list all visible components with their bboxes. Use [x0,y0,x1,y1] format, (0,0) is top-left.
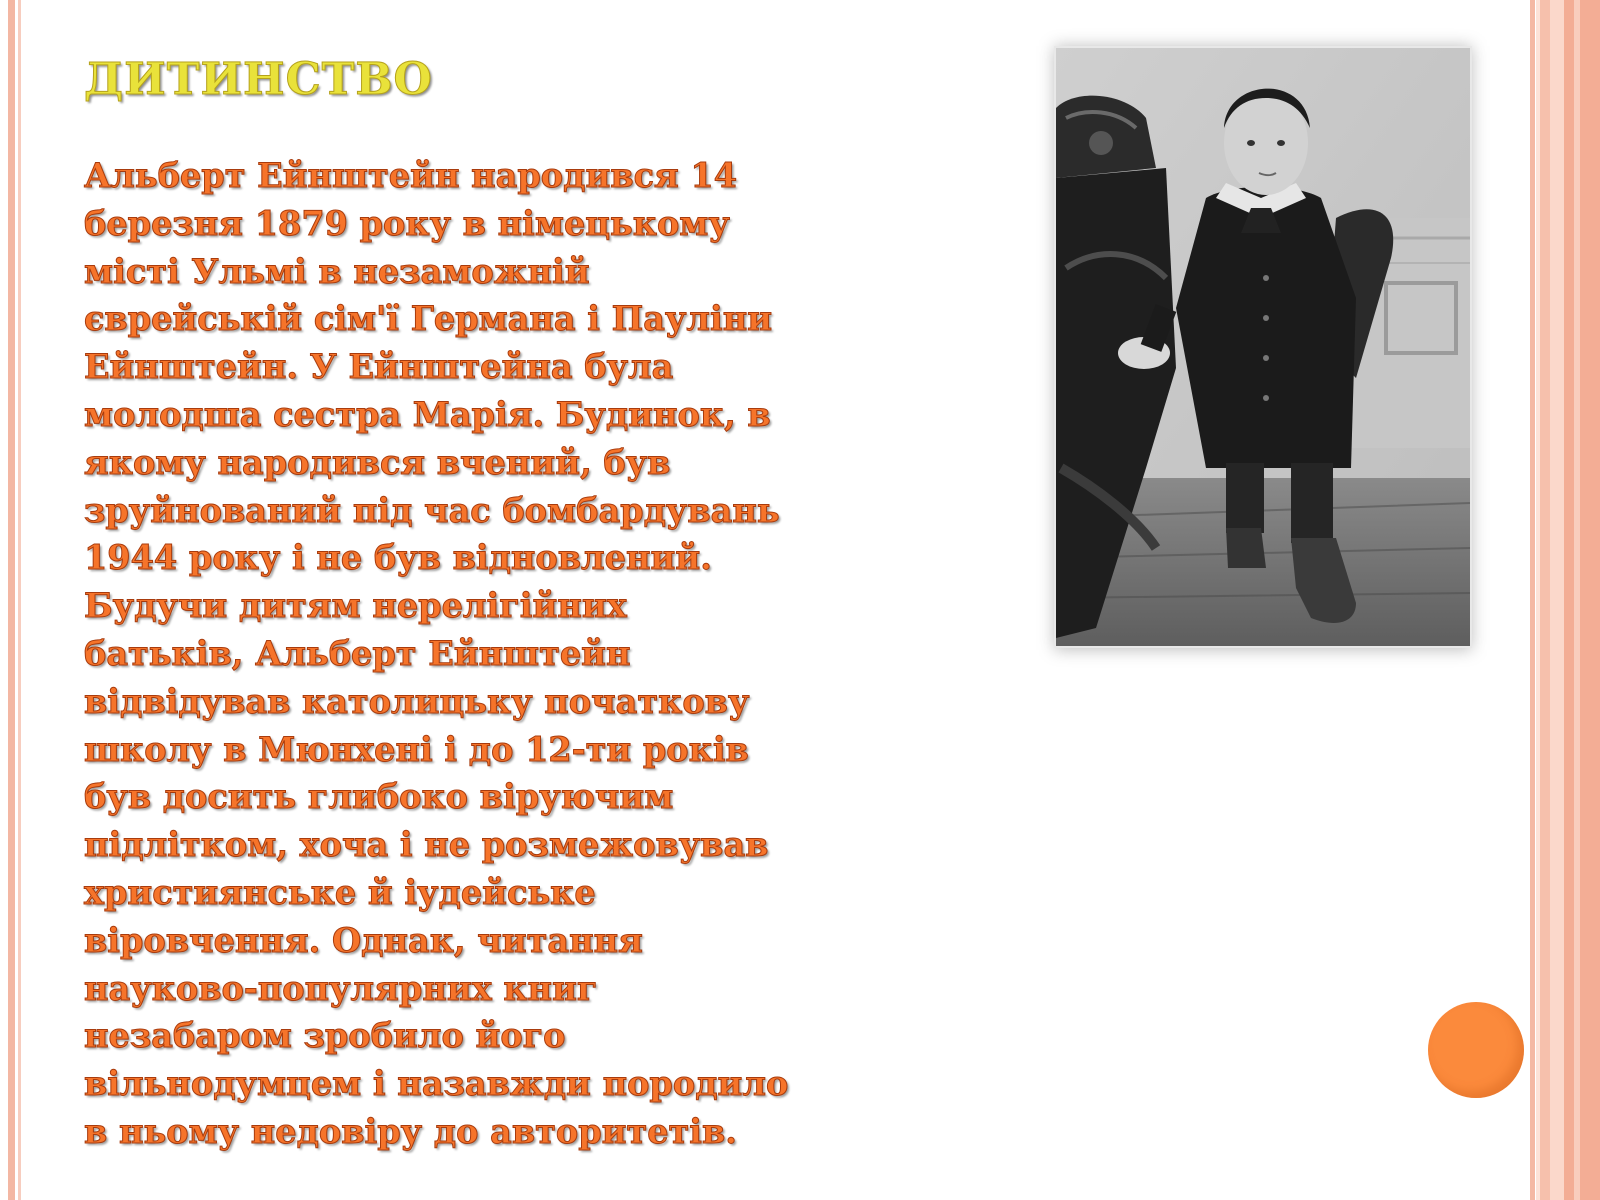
frame-border-right [1564,0,1600,1200]
slide-title: ДИТИНСТВО [84,54,433,105]
frame-border-left [8,0,15,1200]
child-portrait-photo [1054,46,1472,648]
frame-border-right [1574,0,1580,1200]
frame-border-right [1540,0,1550,1200]
frame-border-right [1530,0,1535,1200]
frame-border-left-inner [18,0,21,1200]
slide-body-text: Альберт Ейнштейн народився 14 березня 1879 року в німецькому місті Ульмі в незаможній єврейській сім'ї Германа і Пауліни Ейнштейн. У Ейнштейна була молодша сестра Марія. Будинок, в якому народився вчений, був зруйнований під час бомбардувань 1944 року і не був відновлений. Будучи дитям нерелігійних батьків, Альберт Ейнштейн відвідував католицьку початкову школу в Мюнхені і до 12-ти років був досить глибоко віруючим підлітком, хоча і не розмежовував християнське й іудейське віровчення. Однак, читання науково-популярних книг незабаром зробило його вільнодумцем і назавжди породило в ньому недовіру до авторитетів. [84,156,789,1151]
frame-border-right [1550,0,1564,1200]
decorative-circle [1428,1002,1524,1098]
